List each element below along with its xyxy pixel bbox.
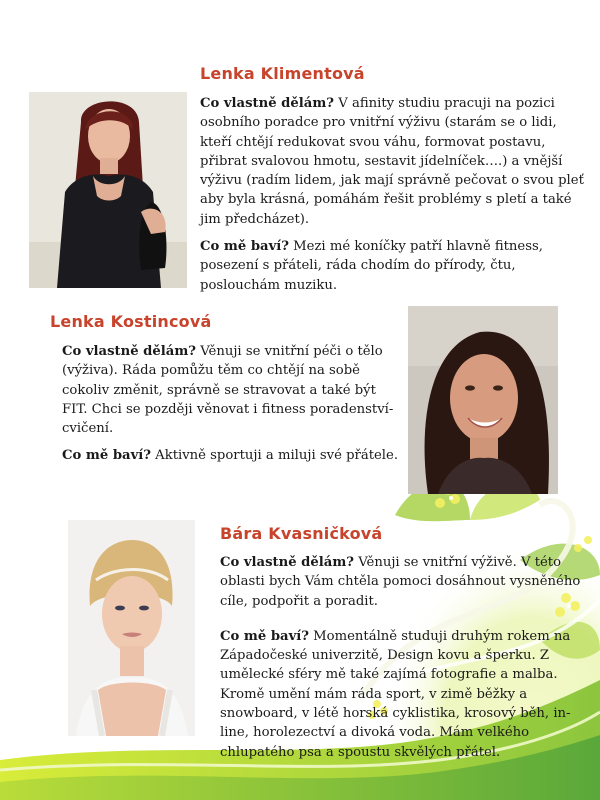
bio-work-paragraph [200,94,590,229]
bio-bara-kvasnickova [220,553,588,770]
question-what-i-do: Co vlastně dělám? [62,344,197,359]
portrait-lenka-kostincova [408,306,558,494]
question-what-i-enjoy: Co mě baví? [62,448,151,464]
bio-lenka-kostincova [62,342,400,474]
answer-what-i-enjoy: Aktivně sportuji a miluji své přátele. [150,448,399,464]
portrait-lenka-klimentova [29,92,187,288]
answer-what-i-enjoy: Momentálně studuji druhým rokem na Západočeské univerzitě, Design kovu a šperku. Z umělecké sféry mě také zajímá fotografie a malba. Kromě umění mám ráda sport, v zimě běžky a snowboard, v létě horská cyklistika, krosový běh, in-line, horolezectví a divoká voda. Mám velkého chlupatého psa a spoustu skvělých přátel. [220,628,571,760]
person-name-lenka-klimentova: Lenka Klimentová [200,64,365,83]
portrait-bara-kvasnickova [68,520,195,736]
question-what-i-enjoy: Co mě baví? [200,239,289,255]
answer-what-i-do: Věnuji se vnitřní péči o tělo (výživa). Ráda pomůžu těm co chtějí na sobě cokoliv změnit, správně se stravovat a také být FIT. Chci se později věnovat i fitness poradenství-cvičení. [62,344,394,437]
bio-hobbies-paragraph [200,237,590,295]
question-what-i-do: Co vlastně dělám? [220,555,355,570]
bio-lenka-klimentova [200,94,590,303]
person-name-lenka-kostincova: Lenka Kostincová [50,312,212,331]
bio-work-paragraph [220,553,588,611]
answer-what-i-do: Věnuji se vnitřní výživě. V této oblasti bych Vám chtěla pomoci dosáhnout vysněného cíle, podpořit a poradit. [220,555,581,609]
person-name-bara-kvasnickova: Bára Kvasničková [220,524,383,543]
answer-what-i-do: V afinity studiu pracuji na pozici osobního poradce pro vnitřní výživu (starám se o lidi, kteří chtějí redukovat svou váhu, formovat postavu, přibrat svalovou hmotu, sestavit jídelníček….) a vnější výživu (radím lidem, jak mají správně pečovat o svou pleť aby byla krásná, pomáhám řešit problémy s pletí a také jim předcházet). [200,96,584,227]
question-what-i-do: Co vlastně dělám? [200,96,335,111]
answer-what-i-enjoy: Mezi mé koníčky patří hlavně fitness, posezení s přáteli, ráda chodím do přírody, čtu, poslouchám muziku. [200,239,543,293]
bio-hobbies-paragraph [62,446,400,465]
bio-hobbies-paragraph [220,627,588,762]
bio-work-paragraph [62,342,400,438]
question-what-i-enjoy: Co mě baví? [220,628,309,644]
